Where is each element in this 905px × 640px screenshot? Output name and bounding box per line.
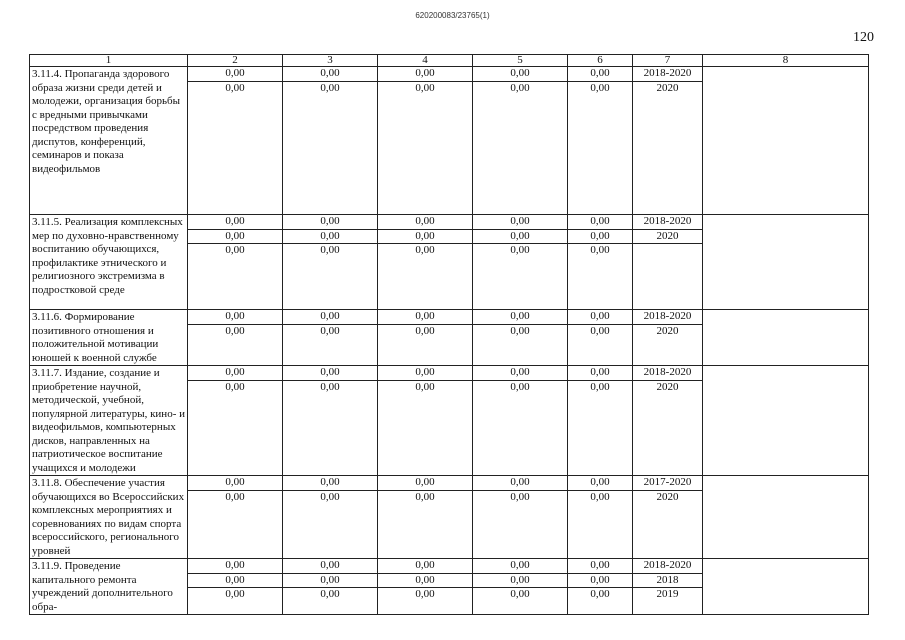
value-line: 0,00 [225, 380, 245, 393]
value-line: 0,00 [225, 244, 245, 256]
value-cell-c2 [188, 559, 283, 615]
value-line: 0,00 [378, 230, 472, 245]
notes-cell [703, 67, 869, 215]
value-line: 2020 [656, 324, 679, 337]
value-line: 0,00 [510, 588, 530, 600]
value-line: 0,00 [473, 67, 567, 82]
value-cell-c5 [473, 559, 568, 615]
value-cell-c6 [568, 476, 633, 559]
value-line: 0,00 [225, 81, 245, 94]
header-cell: 5 [473, 55, 568, 67]
notes-cell [703, 476, 869, 559]
value-line: 0,00 [188, 230, 282, 245]
item-description: 3.11.4. Пропаганда здорового образа жизни среди детей и молодежи, организация борьбы с вредными привычками посредством проведения диспутов, конференций, семинаров и показа видеофильмов [30, 67, 188, 215]
value-cell-c6 [568, 310, 633, 366]
value-line: 0,00 [320, 244, 340, 256]
value-line: 2018-2020 [633, 559, 702, 574]
value-line: 2018-2020 [633, 310, 702, 325]
value-cell-c6 [568, 67, 633, 215]
value-line: 2020 [633, 230, 702, 245]
value-cell-c5 [473, 67, 568, 215]
value-line: 0,00 [568, 67, 632, 82]
value-line: 0,00 [283, 215, 377, 230]
value-line: 0,00 [378, 67, 472, 82]
value-line: 0,00 [568, 476, 632, 491]
value-line: 2018-2020 [633, 215, 702, 230]
table-row [30, 67, 869, 215]
value-line: 0,00 [473, 230, 567, 245]
value-line: 0,00 [568, 559, 632, 574]
value-cell-c3 [283, 559, 378, 615]
value-line: 0,00 [510, 81, 530, 94]
header-cell: 1 [30, 55, 188, 67]
table-row [30, 559, 869, 615]
value-line: 2019 [656, 588, 679, 600]
notes-cell [703, 559, 869, 615]
value-line: 0,00 [473, 559, 567, 574]
value-line: 0,00 [283, 230, 377, 245]
value-line: 0,00 [378, 476, 472, 491]
table-row [30, 215, 869, 310]
value-cell-c2 [188, 310, 283, 366]
value-line: 0,00 [320, 81, 340, 94]
value-line: 0,00 [590, 380, 610, 393]
header-cell: 3 [283, 55, 378, 67]
value-line: 0,00 [320, 588, 340, 600]
value-cell-c5 [473, 215, 568, 310]
value-cell-c2 [188, 215, 283, 310]
value-cell-c4 [378, 67, 473, 215]
value-line: 0,00 [225, 324, 245, 337]
value-line: 0,00 [415, 588, 435, 600]
value-cell-c4 [378, 366, 473, 476]
value-cell-c4 [378, 559, 473, 615]
value-line: 0,00 [473, 366, 567, 381]
value-line: 0,00 [283, 559, 377, 574]
value-line: 0,00 [378, 215, 472, 230]
value-line: 0,00 [188, 67, 282, 82]
value-cell-c7 [633, 67, 703, 215]
header-cell: 7 [633, 55, 703, 67]
value-cell-c5 [473, 310, 568, 366]
value-line: 2017-2020 [633, 476, 702, 491]
value-cell-c3 [283, 366, 378, 476]
value-line: 0,00 [415, 324, 435, 337]
value-line: 0,00 [378, 559, 472, 574]
value-cell-c5 [473, 366, 568, 476]
value-line: 0,00 [590, 244, 610, 256]
value-line: 0,00 [283, 574, 377, 589]
value-line: 0,00 [225, 588, 245, 600]
value-line: 2018-2020 [633, 67, 702, 82]
value-cell-c6 [568, 559, 633, 615]
value-line: 0,00 [378, 310, 472, 325]
value-line: 0,00 [568, 310, 632, 325]
value-line: 0,00 [473, 215, 567, 230]
table-body [30, 67, 869, 615]
value-line: 0,00 [320, 490, 340, 503]
value-line: 0,00 [590, 588, 610, 600]
value-line: 0,00 [510, 244, 530, 256]
notes-cell [703, 366, 869, 476]
value-line: 0,00 [473, 574, 567, 589]
budget-table [29, 54, 869, 615]
value-line: 0,00 [378, 574, 472, 589]
value-line: 0,00 [320, 324, 340, 337]
value-line: 0,00 [568, 366, 632, 381]
value-line: 0,00 [415, 81, 435, 94]
header-cell: 8 [703, 55, 869, 67]
header-cell: 4 [378, 55, 473, 67]
value-line: 0,00 [188, 574, 282, 589]
value-cell-c2 [188, 67, 283, 215]
value-line: 0,00 [510, 380, 530, 393]
value-line: 0,00 [568, 215, 632, 230]
value-line: 0,00 [510, 490, 530, 503]
value-line: 0,00 [568, 230, 632, 245]
value-line: 0,00 [283, 67, 377, 82]
value-cell-c2 [188, 476, 283, 559]
value-line: 2020 [656, 81, 679, 94]
value-cell-c4 [378, 215, 473, 310]
value-line: 0,00 [320, 380, 340, 393]
value-line: 2020 [656, 380, 679, 393]
value-line: 0,00 [225, 490, 245, 503]
value-line: 2018 [633, 574, 702, 589]
item-description: 3.11.6. Формирование позитивного отношения и положительной мотивации юношей к военной службе [30, 310, 188, 366]
value-line: 0,00 [188, 559, 282, 574]
value-cell-c7 [633, 559, 703, 615]
value-cell-c7 [633, 310, 703, 366]
value-cell-c3 [283, 67, 378, 215]
document-id-stamp: 620200083/23765(1) [415, 11, 490, 20]
value-line: 0,00 [473, 310, 567, 325]
value-line: 0,00 [283, 366, 377, 381]
value-line: 0,00 [473, 476, 567, 491]
value-cell-c6 [568, 215, 633, 310]
value-cell-c7 [633, 215, 703, 310]
value-cell-c3 [283, 215, 378, 310]
page-number: 120 [853, 30, 874, 45]
value-line [633, 244, 702, 258]
value-cell-c6 [568, 366, 633, 476]
value-line: 0,00 [568, 574, 632, 589]
header-cell: 2 [188, 55, 283, 67]
value-line: 0,00 [510, 324, 530, 337]
value-line: 0,00 [188, 215, 282, 230]
value-cell-c3 [283, 310, 378, 366]
value-cell-c7 [633, 476, 703, 559]
value-line: 0,00 [188, 310, 282, 325]
value-line: 0,00 [590, 490, 610, 503]
value-line: 0,00 [378, 366, 472, 381]
value-line: 0,00 [188, 476, 282, 491]
item-description: 3.11.9. Проведение капитального ремонта учреждений дополнительного обра- [30, 559, 188, 615]
value-line: 0,00 [283, 476, 377, 491]
table-row [30, 310, 869, 366]
value-line: 2018-2020 [633, 366, 702, 381]
item-description: 3.11.5. Реализация комплексных мер по духовно-нравственному воспитанию обучающихся, профилактике этнического и религиозного экстремизма в подростковой среде [30, 215, 188, 310]
value-line: 0,00 [415, 490, 435, 503]
value-line: 0,00 [590, 324, 610, 337]
header-cell: 6 [568, 55, 633, 67]
value-line: 0,00 [283, 310, 377, 325]
item-description: 3.11.8. Обеспечение участия обучающихся во Всероссийских комплексных мероприятиях и соревнованиях по видам спорта всероссийского, регионального уровней [30, 476, 188, 559]
value-cell-c3 [283, 476, 378, 559]
table-row [30, 366, 869, 476]
header-row [30, 55, 869, 67]
value-line: 0,00 [415, 244, 435, 256]
value-line: 0,00 [590, 81, 610, 94]
value-line: 0,00 [188, 366, 282, 381]
value-line: 2020 [656, 490, 679, 503]
value-cell-c5 [473, 476, 568, 559]
value-cell-c2 [188, 366, 283, 476]
item-description: 3.11.7. Издание, создание и приобретение научной, методической, учебной, популярной литературы, кино- и видеофильмов, компьютерных дисков, направленных на патриотическое воспитание учащихся и молодежи [30, 366, 188, 476]
notes-cell [703, 310, 869, 366]
value-cell-c7 [633, 366, 703, 476]
notes-cell [703, 215, 869, 310]
table-row [30, 476, 869, 559]
value-cell-c4 [378, 310, 473, 366]
value-line: 0,00 [415, 380, 435, 393]
table-header [30, 55, 869, 67]
value-cell-c4 [378, 476, 473, 559]
